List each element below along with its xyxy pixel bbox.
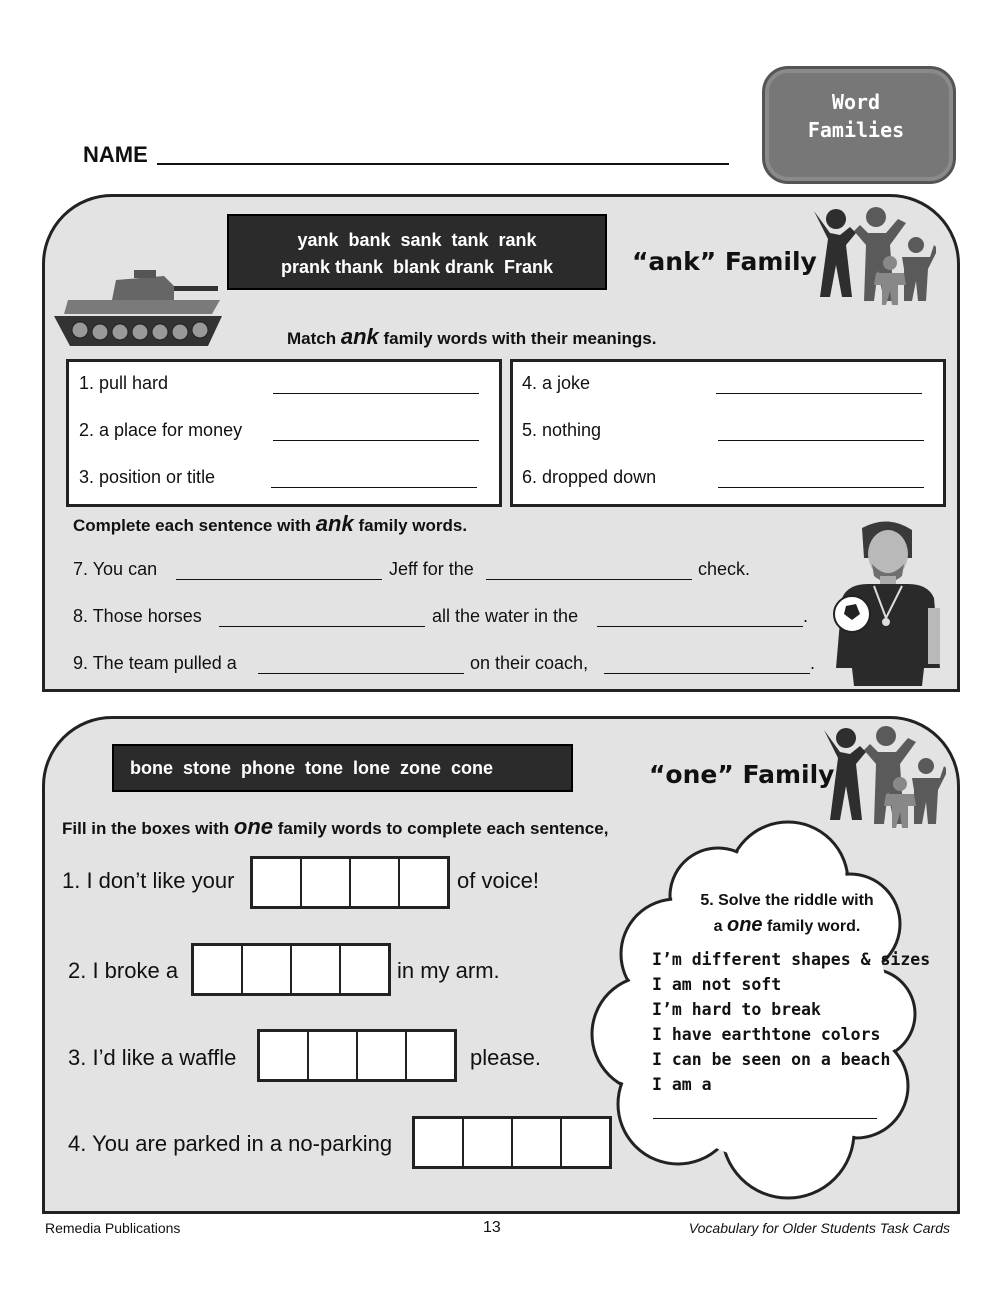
sentence-7-blank-1[interactable] xyxy=(176,579,382,580)
riddle-line-3: I’m hard to break xyxy=(652,1000,821,1019)
one-fill-instruction-word: one xyxy=(233,814,274,839)
ank-complete-instruction-word: ank xyxy=(315,511,354,536)
match-answer-5[interactable] xyxy=(718,440,924,441)
riddle-title-a: a xyxy=(713,918,727,935)
sentence-7-part-b: Jeff for the xyxy=(389,559,474,579)
letter-box[interactable] xyxy=(194,946,243,993)
letter-box[interactable] xyxy=(407,1032,454,1079)
sentence-9-part-c: . xyxy=(810,653,816,673)
family-icon xyxy=(806,205,936,309)
letter-box[interactable] xyxy=(464,1119,513,1166)
letter-box[interactable] xyxy=(302,859,351,906)
ank-match-instruction xyxy=(287,324,657,350)
fill-item-3-after: please. xyxy=(470,1045,541,1070)
match-answer-2[interactable] xyxy=(273,440,479,441)
sentence-7-blank-2[interactable] xyxy=(486,579,692,580)
name-label: NAME xyxy=(83,142,148,167)
letter-box[interactable] xyxy=(513,1119,562,1166)
badge-line-1: Word xyxy=(831,90,881,114)
match-answer-6[interactable] xyxy=(718,487,924,488)
riddle-line-5: I can be seen on a beach xyxy=(652,1050,891,1069)
match-answer-1[interactable] xyxy=(273,393,479,394)
sentence-8-part-a: 8. Those horses xyxy=(73,606,202,626)
riddle-title-word: one xyxy=(726,914,763,936)
ank-family-title: “ank” Family xyxy=(632,247,817,276)
ank-complete-instruction-before: Complete each sentence with xyxy=(73,516,316,535)
fill-item-1-after: of voice! xyxy=(457,868,539,893)
footer-publisher: Remedia Publications xyxy=(45,1220,181,1236)
match-item-4: 4. a joke xyxy=(522,373,591,393)
tank-image xyxy=(52,266,224,352)
sentence-8-blank-1[interactable] xyxy=(219,626,425,627)
ank-match-instruction-word: ank xyxy=(340,324,379,349)
letter-box[interactable] xyxy=(358,1032,407,1079)
fill-item-1-before: 1. I don’t like your xyxy=(62,868,235,893)
letter-box[interactable] xyxy=(292,946,341,993)
letter-box[interactable] xyxy=(260,1032,309,1079)
fill-item-4-before: 4. You are parked in a no-parking xyxy=(68,1131,393,1156)
name-field[interactable] xyxy=(157,163,729,165)
one-word-bank: bone stone phone tone lone zone cone xyxy=(112,744,573,792)
sentence-7-part-c: check. xyxy=(698,559,751,579)
page-number: 13 xyxy=(483,1219,501,1236)
letter-box[interactable] xyxy=(309,1032,358,1079)
sentence-8-part-c: . xyxy=(803,606,809,626)
ank-match-instruction-before: Match xyxy=(287,329,341,348)
match-answer-3[interactable] xyxy=(271,487,477,488)
ank-word-bank-line-1: yank bank sank tank rank xyxy=(297,230,537,250)
fill-item-2-before: 2. I broke a xyxy=(68,958,179,983)
sentence-8-part-b: all the water in the xyxy=(432,606,579,626)
sentence-9-blank-2[interactable] xyxy=(604,673,810,674)
footer-title: Vocabulary for Older Students Task Cards xyxy=(688,1220,950,1236)
riddle-line-4: I have earthtone colors xyxy=(652,1025,881,1044)
letter-box[interactable] xyxy=(562,1119,609,1166)
match-item-3: 3. position or title xyxy=(79,467,216,487)
riddle-line-2: I am not soft xyxy=(652,975,782,994)
one-fill-instruction xyxy=(62,814,608,840)
badge-line-2: Families xyxy=(807,118,905,142)
fill-item-4-boxes[interactable] xyxy=(412,1116,612,1169)
sentence-7-part-a: 7. You can xyxy=(73,559,158,579)
fill-item-3-before: 3. I’d like a waffle xyxy=(68,1045,237,1070)
match-item-5: 5. nothing xyxy=(522,420,602,440)
fill-item-2-boxes[interactable] xyxy=(191,943,391,996)
ank-match-instruction-after: family words with their meanings. xyxy=(378,329,657,348)
riddle-answer[interactable] xyxy=(653,1118,877,1119)
sentence-9-part-a: 9. The team pulled a xyxy=(73,653,237,673)
riddle-title-after: family word. xyxy=(762,918,861,935)
letter-box[interactable] xyxy=(341,946,388,993)
one-fill-instruction-before: Fill in the boxes with xyxy=(62,819,234,838)
fill-item-3-boxes[interactable] xyxy=(257,1029,457,1082)
sentence-9-part-b: on their coach, xyxy=(470,653,589,673)
letter-box[interactable] xyxy=(351,859,400,906)
riddle-lines xyxy=(652,947,930,1097)
match-item-6: 6. dropped down xyxy=(522,467,657,487)
ank-complete-instruction xyxy=(73,511,467,537)
match-answer-4[interactable] xyxy=(716,393,922,394)
coach-image xyxy=(828,518,946,686)
fill-item-1-boxes[interactable] xyxy=(250,856,450,909)
riddle-line-1: I’m different shapes & sizes xyxy=(652,950,931,969)
riddle-title xyxy=(657,888,917,939)
ank-complete-instruction-after: family words. xyxy=(353,516,468,535)
letter-box[interactable] xyxy=(253,859,302,906)
badge-text xyxy=(762,88,950,144)
sentence-9-blank-1[interactable] xyxy=(258,673,464,674)
sentence-8-blank-2[interactable] xyxy=(597,626,803,627)
letter-box[interactable] xyxy=(400,859,447,906)
letter-box[interactable] xyxy=(415,1119,464,1166)
ank-word-bank-line-2: prank thank blank drank Frank xyxy=(280,257,554,277)
one-fill-instruction-after: family words to complete each sentence, xyxy=(273,819,609,838)
riddle-title-line-1: 5. Solve the riddle with xyxy=(700,892,874,909)
riddle-title-line-2 xyxy=(657,913,917,939)
match-item-2: 2. a place for money xyxy=(79,420,243,440)
one-family-title: “one” Family xyxy=(649,760,835,789)
letter-box[interactable] xyxy=(243,946,292,993)
match-item-1: 1. pull hard xyxy=(79,373,169,393)
ank-word-bank xyxy=(227,214,607,290)
fill-item-2-after: in my arm. xyxy=(397,958,500,983)
riddle-line-6: I am a xyxy=(652,1075,712,1094)
